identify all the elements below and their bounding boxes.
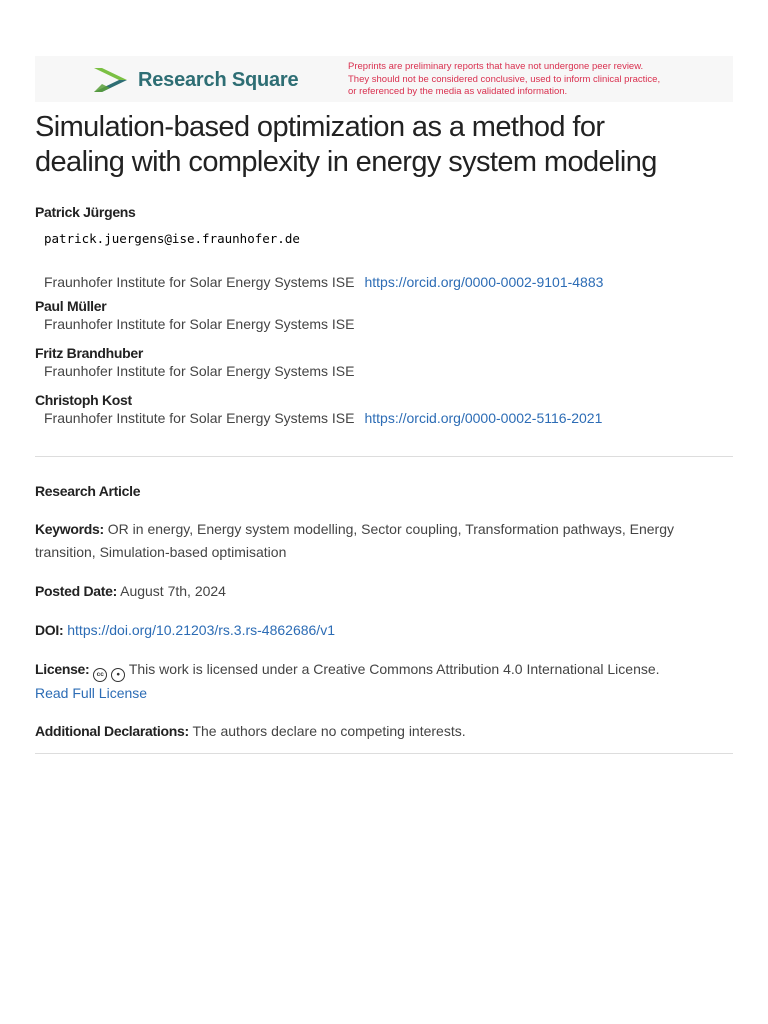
posted-date (35, 580, 735, 603)
affiliation-text: Fraunhofer Institute for Solar Energy Systems ISE (44, 410, 355, 426)
keywords-value: OR in energy, Energy system modelling, Sector coupling, Transformation pathways, Energy (107, 521, 674, 537)
affiliation-text: Fraunhofer Institute for Solar Energy Systems ISE (44, 316, 355, 332)
title-line: Simulation-based optimization as a method for (35, 111, 605, 143)
disclaimer-line: Preprints are preliminary reports that have not undergone peer review. (348, 61, 644, 72)
affiliation-text: Fraunhofer Institute for Solar Energy Systems ISE (44, 363, 355, 379)
keywords-label: Keywords: (35, 521, 104, 537)
author-name: Christoph Kost (35, 392, 132, 408)
research-square-logo-icon (92, 65, 129, 95)
author-affiliation (44, 409, 735, 427)
license-text: This work is licensed under a Creative Commons Attribution 4.0 International License. (128, 661, 660, 677)
doi-link[interactable]: https://doi.org/10.21203/rs.3.rs-4862686/v1 (67, 622, 335, 638)
author-affiliation (44, 362, 735, 380)
section-divider (35, 456, 733, 457)
keywords-value: transition, Simulation-based optimisation (35, 544, 287, 560)
orcid-link[interactable]: https://orcid.org/0000-0002-5116-2021 (364, 410, 603, 426)
title-line: dealing with complexity in energy system modeling (35, 146, 657, 178)
orcid-link[interactable]: https://orcid.org/0000-0002-9101-4883 (364, 274, 604, 290)
author-affiliation (44, 273, 735, 291)
author-affiliation (44, 315, 735, 333)
affiliation-text: Fraunhofer Institute for Solar Energy Systems ISE (44, 274, 355, 290)
additional-declarations (35, 720, 735, 743)
section-divider (35, 753, 733, 754)
posted-date-value: August 7th, 2024 (120, 583, 226, 599)
license (35, 658, 735, 705)
declarations-label: Additional Declarations: (35, 723, 189, 739)
preprint-disclaimer (348, 61, 738, 99)
article-type-text: Research Article (35, 483, 141, 499)
author-list (35, 203, 735, 427)
author-email[interactable]: patrick.juergens@ise.fraunhofer.de (44, 231, 300, 246)
doi (35, 619, 735, 642)
article-title (35, 110, 735, 180)
disclaimer-line: They should not be considered conclusive, used to inform clinical practice, (348, 73, 661, 85)
doi-label: DOI: (35, 622, 64, 638)
read-full-license-link[interactable]: Read Full License (35, 685, 148, 701)
license-label: License: (35, 661, 90, 677)
article-type (35, 480, 735, 503)
research-square-logo[interactable] (92, 63, 298, 97)
author-name: Fritz Brandhuber (35, 345, 143, 361)
attribution-icon: ● (111, 668, 125, 682)
disclaimer-line: or referenced by the media as validated information. (348, 86, 568, 97)
logo-text: Research Square (138, 68, 299, 91)
author-name: Paul Müller (35, 298, 107, 314)
posted-date-label: Posted Date: (35, 583, 117, 599)
keywords (35, 518, 735, 564)
creative-commons-icon: cc (93, 668, 107, 682)
author-name: Patrick Jürgens (35, 204, 136, 220)
declarations-value: The authors declare no competing interests. (192, 723, 466, 739)
